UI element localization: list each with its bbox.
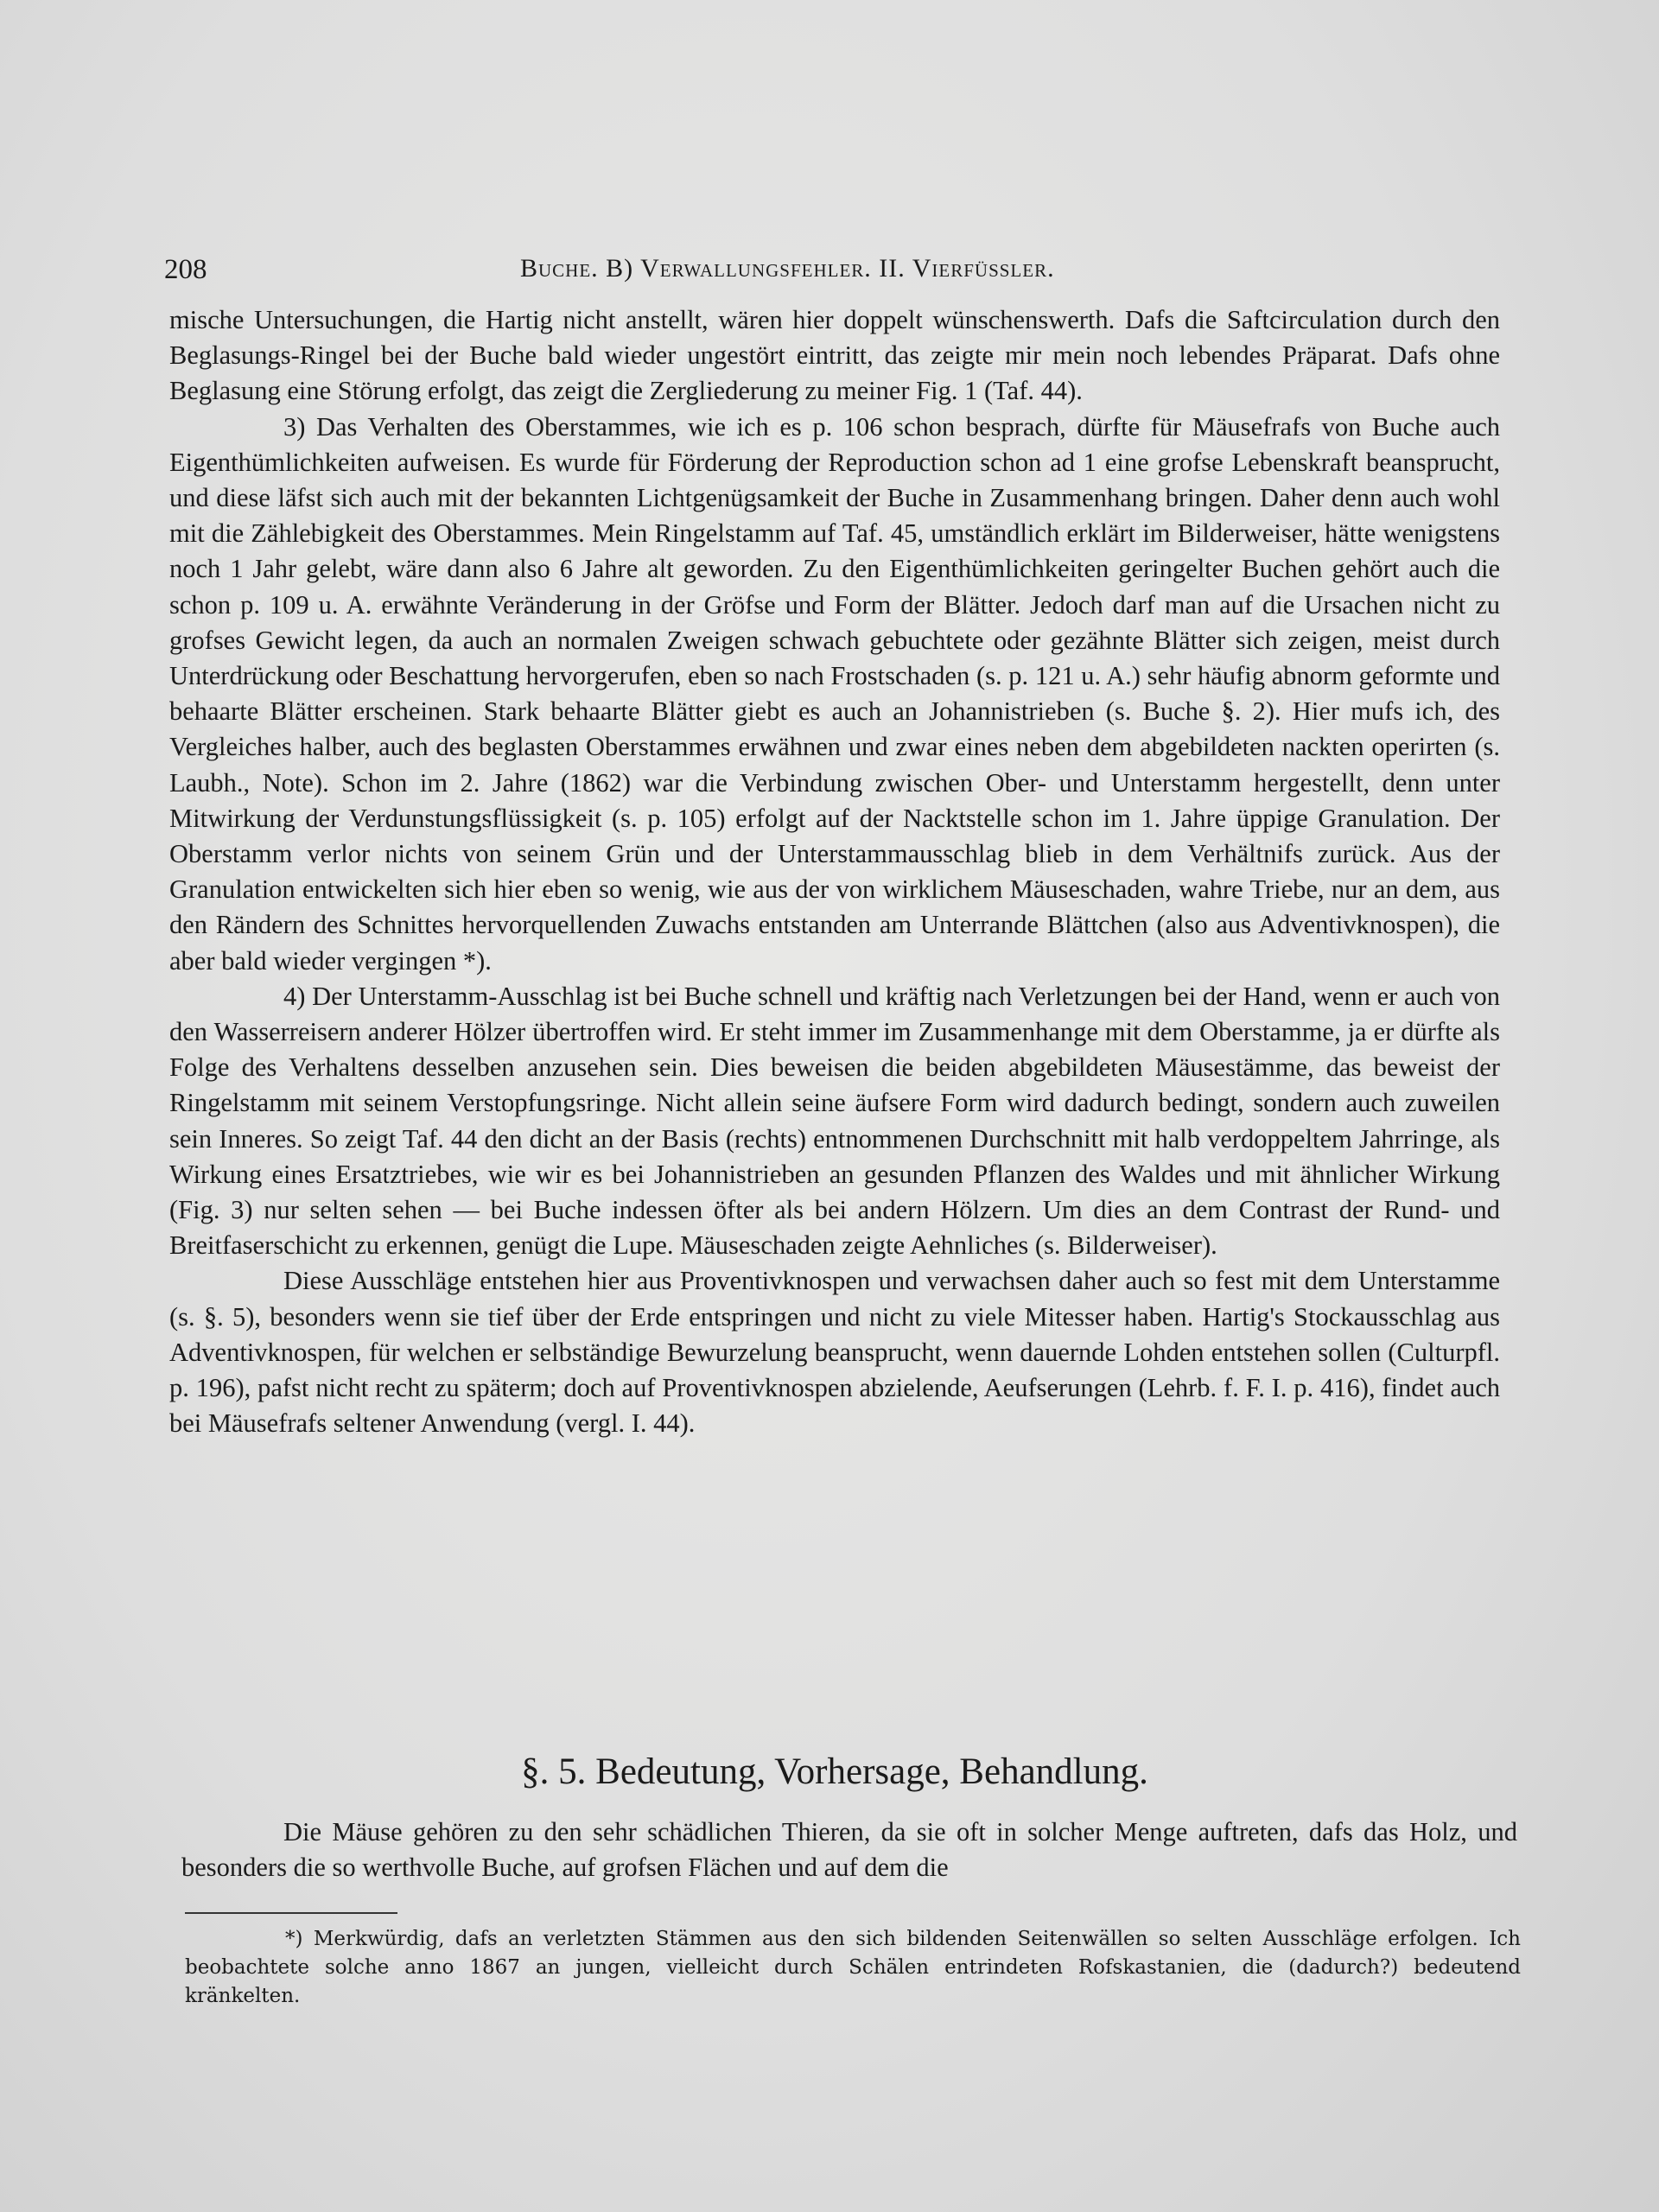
paragraph-4-unterstamm: 4) Der Unterstamm-Ausschlag ist bei Buche schnell und kräftig nach Verletzungen bei der Hand, wenn er auch von den Wasserreisern anderer Hölzer übertroffen wird. Er steht immer im Zusammenhange mit dem Oberstamme, ja er dürfte als Folge des Verhaltens desselben anzusehen sein. Dies beweisen die beiden abgebildeten Mäusestämme, das beweist der Ringelstamm mit seinem Verstopfungsringe. Nicht allein seine äufsere Form wird dadurch bedingt, sondern auch zuweilen sein Inneres. So zeigt Taf. 44 den dicht an der Basis (rechts) entnommenen Durchschnitt mit halb verdoppeltem Jahrringe, als Wirkung eines Ersatztriebes, wie wir es bei Johannistrieben an gesunden Pflanzen des Waldes und mit ähnlicher Wirkung (Fig. 3) nur selten sehen — bei Buche indessen öfter als bei andern Hölzern. Um dies an dem Contrast der Rund- und Breitfaserschicht zu erkennen, genügt die Lupe. Mäuseschaden zeigte Aehnliches (s. Bilderweiser). (169, 981, 1500, 1261)
paragraph-ausschlaege: Diese Ausschläge entstehen hier aus Proventivknospen und verwachsen daher auch so fest mit dem Unterstamme (s. §. 5), besonders wenn sie tief über der Erde entspringen und nicht zu viele Mitesser haben. Hartig's Stockausschlag aus Adventivknospen, für welchen er selbständige Bewurzelung beansprucht, wenn dauernde Lohden entstehen sollen (Culturpfl. p. 196), pafst nicht recht zu späterm; doch auf Proventivknospen abzielende, Aeufserungen (Lehrb. f. F. I. p. 416), findet auch bei Mäusefrafs seltener Anwendung (vergl. I. 44). (169, 1266, 1500, 1439)
paragraph-continued: mische Untersuchungen, die Hartig nicht anstellt, wären hier doppelt wünschenswerth. Dafs die Saftcirculation durch den Beglasungs-Ringel bei der Buche bald wieder ungestört eintritt, das zeigte mir mein noch lebendes Präparat. Dafs ohne Beglasung eine Störung erfolgt, das zeigt die Zergliederung zu meiner Fig. 1 (Taf. 44). (169, 305, 1500, 406)
page-header (164, 252, 1512, 292)
section-heading: §. 5. Bedeutung, Vorhersage, Behandlung. (521, 1751, 1148, 1792)
footnote-divider (185, 1912, 397, 1914)
page-number: 208 (164, 254, 207, 285)
footnote (185, 1925, 1521, 2011)
body-text (169, 302, 1500, 1442)
section-text (181, 1815, 1517, 1885)
paragraph-3-oberstamm: 3) Das Verhalten des Oberstammes, wie ich es p. 106 schon besprach, dürfte für Mäusefrafs von Buche auch Eigenthümlichkeiten aufweisen. Es wurde für Förderung der Reproduction schon ad 1 eine grofse Lebenskraft beansprucht, und diese läfst sich auch mit der bekannten Lichtgenügsamkeit der Buche in Zusammenhang bringen. Daher denn auch wohl mit die Zählebigkeit des Oberstammes. Mein Ringelstamm auf Taf. 45, umständlich erklärt im Bilderweiser, hätte wenigstens noch 1 Jahr gelebt, wäre dann also 6 Jahre alt geworden. Zu den Eigenthümlichkeiten geringelter Buchen gehört auch die schon p. 109 u. A. erwähnte Veränderung in der Gröfse und Form der Blätter. Jedoch darf man auf die Ursachen nicht zu grofses Gewicht legen, da auch an normalen Zweigen schwach gebuchtete oder gezähnte Blätter sich zeigen, meist durch Unterdrückung oder Beschattung hervorgerufen, eben so nach Frostschaden (s. p. 121 u. A.) sehr häufig abnorm geformte und behaarte Blätter erscheinen. Stark behaarte Blätter giebt es auch an Johannistrieben (s. Buche §. 2). Hier mufs ich, des Vergleiches halber, auch des beglasten Oberstammes erwähnen und zwar eines neben dem abgebildeten nackten operirten (s. Laubh., Note). Schon im 2. Jahre (1862) war die Verbindung zwischen Ober- und Unterstamm hergestellt, denn unter Mitwirkung der Verdunstungsflüssigkeit (s. p. 105) erfolgt auf der Nacktstelle schon im 1. Jahre üppige Granulation. Der Oberstamm verlor nichts von seinem Grün und der Unterstammausschlag blieb in dem Verhältnifs zurück. Aus der Granulation entwickelten sich hier eben so wenig, wie aus der von wirklichem Mäuseschaden, wahre Triebe, nur an dem, aus den Rändern des Schnittes hervorquellenden Zuwachs entstanden am Unterrande Blättchen (also aus Adventivknospen), die aber bald wieder vergingen *). (169, 411, 1500, 976)
footnote-text: *) Merkwürdig, dafs an verletzten Stämmen aus den sich bildenden Seitenwällen so selten Ausschläge erfolgen. Ich beobachtete solche anno 1867 an jungen, vielleicht durch Schälen entrindeten Rofskastanien, die (dadurch?) bedeutend kränkelten. (185, 1928, 1521, 2007)
section-paragraph: Die Mäuse gehören zu den sehr schädlichen Thieren, da sie oft in solcher Menge auftreten, dafs das Holz, und besonders die so werthvolle Buche, auf grofsen Flächen und auf dem die (181, 1817, 1517, 1882)
running-head: Buche. B) Verwallungsfehler. II. Vierfüssler. (520, 254, 1055, 283)
